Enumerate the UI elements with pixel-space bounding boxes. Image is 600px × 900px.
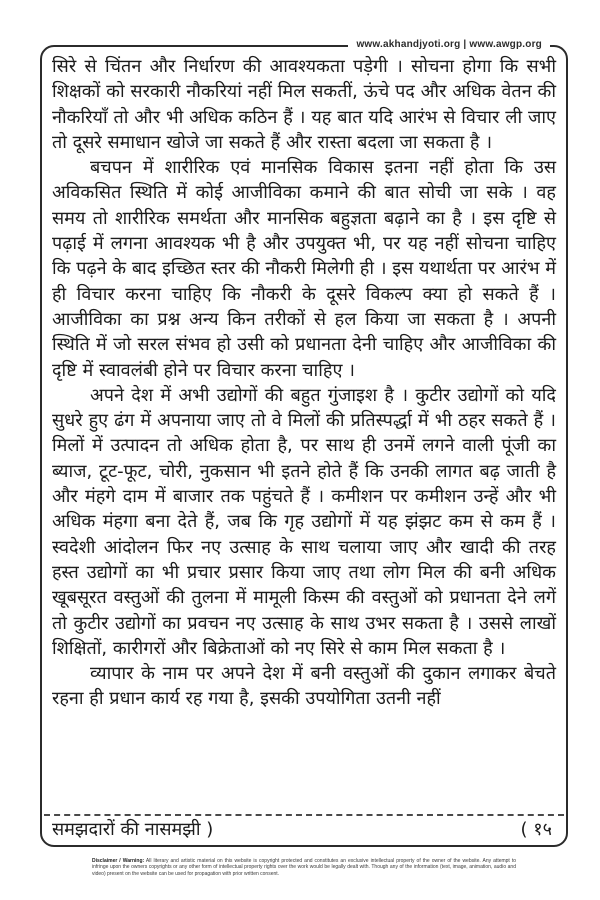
footer-bar <box>44 814 564 843</box>
page-border-frame <box>40 39 568 847</box>
footer-chapter-title: समझदारों की नासमझी ) <box>52 818 214 840</box>
body-paragraph-4: व्यापार के नाम पर अपने देश में बनी वस्तुओं की दुकान लगाकर बेचते रहना ही प्रधान कार्य रह गया है, इसकी उपयोगिता उतनी नहीं <box>52 663 556 710</box>
disclaimer-lead: Disclaimer / Warning: <box>92 858 145 864</box>
body-text <box>44 49 564 814</box>
body-paragraph-3: अपने देश में अभी उद्योगों की बहुत गुंजाइश है । कुटीर उद्योगों को यदि सुधरे हुए ढंग में अपनाया जाए तो वे मिलों की प्रतिस्पर्द्धा में भी ठहर सकते हैं । मिलों में उत्पादन तो अधिक होता है, पर साथ ही उनमें लगने वाली पूंजी का ब्याज, टूट-फूट, चोरी, नुकसान भी इतने होते हैं कि उनकी लागत बढ़ जाती है और मंहगे दाम में बाजार तक पहुंचते हैं । कमीशन पर कमीशन उन्हें और भी अधिक मंहगा बना देते हैं, जब कि गृह उद्योगों में यह झंझट कम से कम हैं । स्वदेशी आंदोलन फिर नए उत्साह के साथ चलाया जाए और खादी की तरह हस्त उद्योगों का भी प्रचार प्रसार किया जाए तथा लोग मिल की बनी अधिक खूबसूरत वस्तुओं की तुलना में मामूली किस्म की वस्तुओं को प्रधानता देने लगें तो कुटीर उद्योगों का प्रवचन नए उत्साह के साथ उभर सकता है । उससे लाखों शिक्षितों, कारीगरों और बिक्रेताओं को नए सिरे से काम मिल सकता है । <box>52 384 556 659</box>
header-website-urls: www.akhandjyoti.org | www.awgp.org <box>348 39 550 50</box>
disclaimer-body: All literary and artistic material on this website is copyright protected and constitutes an exclusive intellectual property of the owner of the website. Any attempt to infringe upon the owners copyrights or any other form of intellectual property rights over the work would be legally dealt with. Though any of the information (text, image, animation, audio and video) present on the website can be used for propagation with prior written consent. <box>92 858 517 877</box>
disclaimer-text <box>92 858 516 877</box>
body-paragraph-2: बचपन में शारीरिक एवं मानसिक विकास इतना नहीं होता कि उस अविकसित स्थिति में कोई आजीविका कमाने की बात सोची जा सके । वह समय तो शारीरिक समर्थता और मानसिक बहुज्ञता बढ़ाने का है । इस दृष्टि से पढ़ाई में लगना आवश्यक भी है और उपयुक्त भी, पर यह नहीं सोचना चाहिए कि पढ़ने के बाद इच्छित स्तर की नौकरी मिलेगी ही । इस यथार्थता पर आरंभ में ही विचार करना चाहिए कि नौकरी के दूसरे विकल्प क्या हो सकते हैं । आजीविका का प्रश्न अन्य किन तरीकों से हल किया जा सकता है । अपनी स्थिति में जो सरल संभव हो उसी को प्रधानता देनी चाहिए और आजीविका की दृष्टि में स्वावलंबी होने पर विचार करना चाहिए । <box>52 157 556 381</box>
body-paragraph-1: सिरे से चिंतन और निर्धारण की आवश्यकता पड़ेगी । सोचना होगा कि सभी शिक्षकों को सरकारी नौकरियां नहीं मिल सकतीं, ऊंचे पद और अधिक वेतन की नौकरियाँ तो और भी अधिक कठिन हैं । यह बात यदि आरंभ से विचार ली जाए तो दूसरे समाधान खोजे जा सकते हैं और रास्ता बदला जा सकता है । <box>52 56 556 153</box>
footer-page-number: ( १५ <box>520 818 552 840</box>
